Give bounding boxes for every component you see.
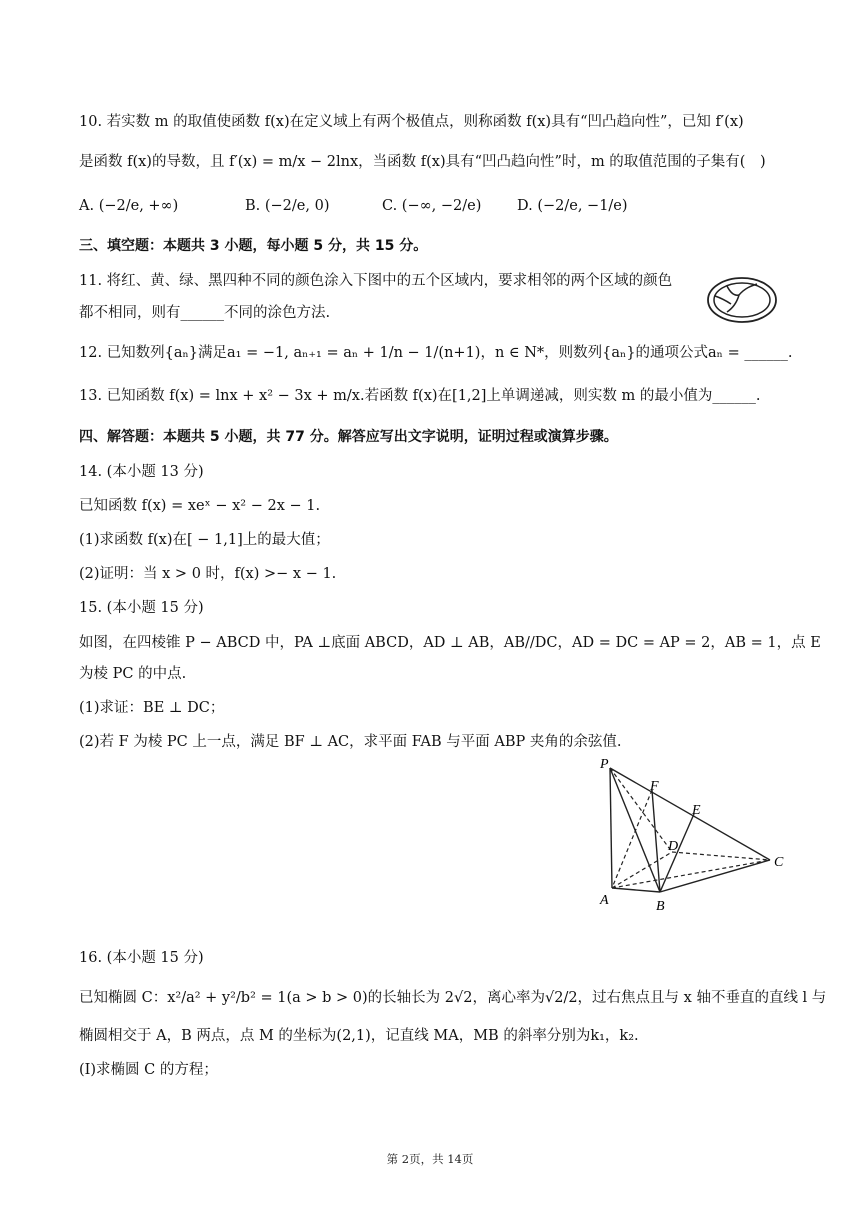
q15-heading: 15. (本小题 15 分)	[79, 600, 204, 616]
q10-option-d: D. (−2/e, −1/e)	[517, 198, 628, 214]
q15-pyramid-figure	[592, 756, 792, 916]
q11-region-figure	[705, 274, 781, 326]
q15-part-1: (1)求证：BE ⊥ DC；	[79, 700, 225, 716]
q10-option-b: B. (−2/e, 0)	[245, 198, 330, 214]
q11-line-1: 11. 将红、黄、绿、黑四种不同的颜色涂入下图中的五个区域内，要求相邻的两个区域的颜色	[79, 273, 673, 289]
label-f: F	[650, 779, 659, 794]
q10-option-c: C. (−∞, −2/e)	[382, 198, 482, 214]
label-a: A	[600, 893, 609, 908]
q10-option-a: A. (−2/e, +∞)	[79, 198, 179, 214]
q14-stem: 已知函数 f(x) = xeˣ − x² − 2x − 1.	[79, 498, 321, 514]
q10-line-1: 10. 若实数 m 的取值使函数 f(x)在定义域上有两个极值点，则称函数 f(x)具有“凹凸趋向性”，已知 f′(x)	[79, 114, 744, 130]
label-b: B	[656, 899, 665, 914]
q12-text: 12. 已知数列{aₙ}满足a₁ = −1, aₙ₊₁ = aₙ + 1/n − 1/(n+1)，n ∈ N*，则数列{aₙ}的通项公式aₙ = ______.	[79, 345, 793, 361]
q14-heading: 14. (本小题 13 分)	[79, 464, 204, 480]
q10-line-2: 是函数 f(x)的导数，且 f′(x) = m/x − 2lnx，当函数 f(x)具有“凹凸趋向性”时，m 的取值范围的子集有( )	[79, 154, 766, 170]
q10-options	[79, 198, 779, 220]
q14-part-2: (2)证明：当 x > 0 时，f(x) >− x − 1.	[79, 566, 337, 582]
q16-line-2: 椭圆相交于 A，B 两点，点 M 的坐标为(2,1)，记直线 MA，MB 的斜率分别为k₁，k₂.	[79, 1028, 639, 1044]
q14-part-1: (1)求函数 f(x)在[ − 1,1]上的最大值；	[79, 532, 330, 548]
q13-text: 13. 已知函数 f(x) = lnx + x² − 3x + m/x.若函数 f(x)在[1,2]上单调递减，则实数 m 的最小值为______.	[79, 388, 761, 404]
label-d: D	[668, 839, 679, 854]
q11-line-2: 都不相同，则有______不同的涂色方法.	[79, 305, 331, 321]
q16-line-1: 已知椭圆 C：x²/a² + y²/b² = 1(a > b > 0)的长轴长为 2√2，离心率为√2/2，过右焦点且与 x 轴不垂直的直线 l 与	[79, 990, 827, 1006]
page-footer: 第 2页，共 14页	[386, 1152, 474, 1166]
label-c: C	[774, 855, 784, 870]
q15-part-2: (2)若 F 为棱 PC 上一点，满足 BF ⊥ AC，求平面 FAB 与平面 ABP 夹角的余弦值.	[79, 734, 622, 750]
q16-heading: 16. (本小题 15 分)	[79, 950, 204, 966]
section-3-heading: 三、填空题：本题共 3 小题，每小题 5 分，共 15 分。	[79, 238, 428, 254]
q15-stem-1: 如图，在四棱锥 P − ABCD 中，PA ⊥底面 ABCD，AD ⊥ AB，AB//DC，AD = DC = AP = 2，AB = 1，点 E	[79, 635, 821, 651]
q16-part-1: (Ⅰ)求椭圆 C 的方程；	[79, 1062, 218, 1078]
label-p: P	[600, 757, 609, 772]
label-e: E	[692, 803, 701, 818]
section-4-heading: 四、解答题：本题共 5 小题，共 77 分。解答应写出文字说明，证明过程或演算步骤。	[79, 429, 618, 445]
q15-stem-2: 为棱 PC 的中点.	[79, 666, 187, 682]
